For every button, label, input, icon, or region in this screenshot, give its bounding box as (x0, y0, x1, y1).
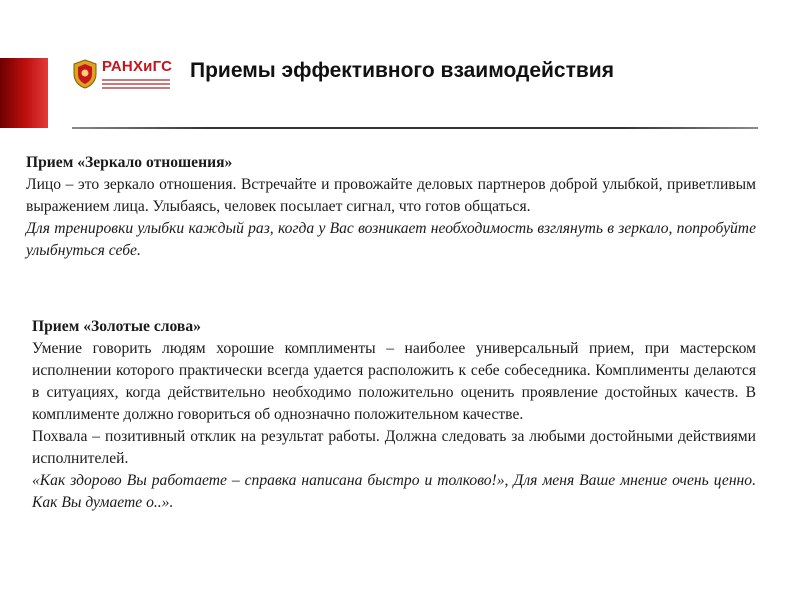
logo-name: РАНХиГС (102, 58, 173, 75)
section-mirror (26, 152, 756, 262)
section-body: Лицо – это зеркало отношения. Встречайте и провожайте деловых партнеров доброй улыбкой, приветливым выражением лица. Улыбаясь, человек посылает сигнал, что готов общаться. (26, 176, 756, 215)
page-title: Приемы эффективного взаимодействия (190, 59, 614, 82)
section-body: Умение говорить людям хорошие комплименты – наиболее универсальный прием, при мастерском исполнении которого практически всегда удается расположить к себе собеседника. Комплименты делаются в ситуациях, когда действительно необходимо положительно оценить проявление достойных качеств. В комплименте должно говориться об однозначно положительном качестве. (32, 340, 756, 423)
section-title: Прием «Зеркало отношения» (26, 154, 233, 171)
section-italic-note: Для тренировки улыбки каждый раз, когда у Вас возникает необходимость взглянуть в зеркало, попробуйте улыбнуться себе. (26, 220, 756, 259)
ranepa-logo (72, 54, 176, 94)
section-title: Прием «Золотые слова» (32, 318, 201, 335)
section-golden-words (32, 316, 756, 514)
logo-subtitle-lines (102, 77, 170, 89)
section-italic-example: «Как здорово Вы работаете – справка написана быстро и толково!», Для меня Ваше мнение очень ценно. Как Вы думаете о..». (32, 472, 756, 511)
emblem-icon (72, 59, 98, 89)
red-accent-bar (0, 58, 48, 128)
section-body-praise: Похвала – позитивный отклик на результат работы. Должна следовать за любыми достойными действиями исполнителей. (32, 428, 756, 467)
header-divider (72, 127, 758, 129)
